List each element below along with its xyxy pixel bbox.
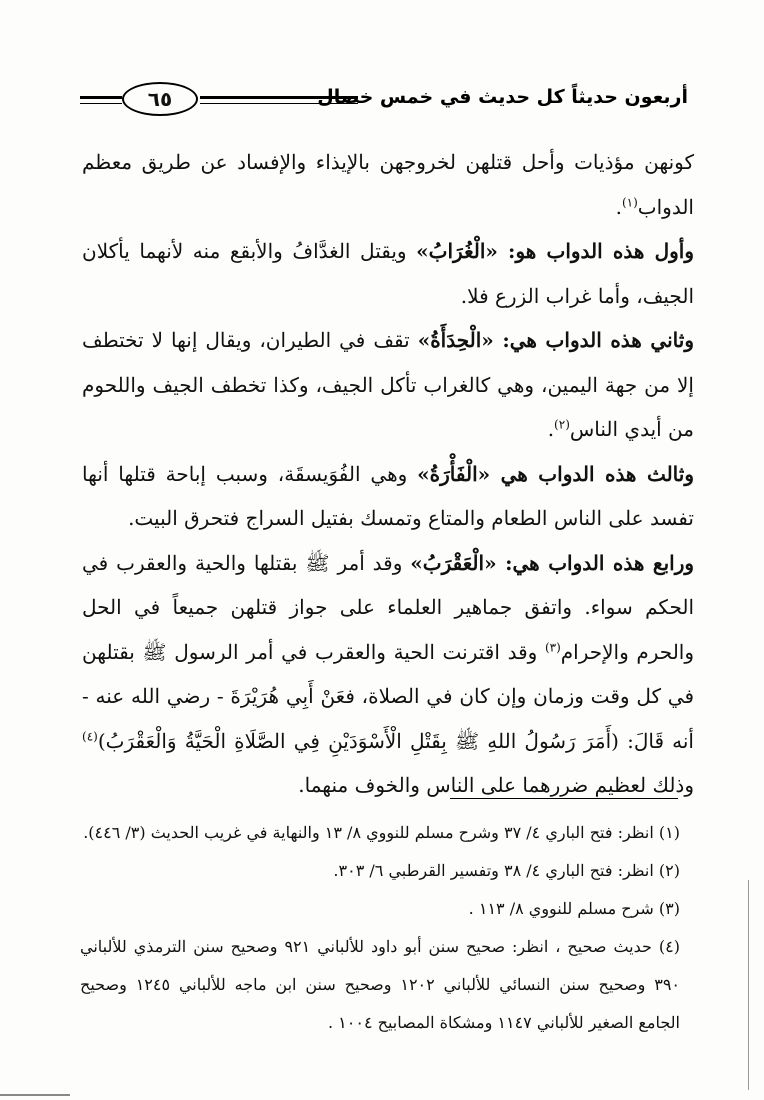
quoted-term: «الْحِدَأَةُ» <box>417 328 494 352</box>
paragraph-lead: وأول هذه الدواب هو: <box>497 239 694 263</box>
footnote: (٢) انظر: فتح الباري ٤/ ٣٨ وتفسير القرطبي ٦/ ٣٠٣. <box>333 861 680 880</box>
paragraph-lead: وثاني هذه الدواب هي: <box>493 328 694 352</box>
paragraph-text: وقد اقترنت الحية والعقرب في أمر الرسول ﷺ بقتلهن في كل وقت وزمان وإن كان في الصلاة، فعَنْ أَبِي هُرَيْرَةَ - رضي الله عنه - أنه قَالَ: (أَمَرَ رَسُولُ اللهِ ﷺ بِقَتْلِ الْأَسْوَدَيْنِ فِي الصَّلَاةِ الْحَيَّةُ وَالْعَقْرَبُ) <box>82 639 694 753</box>
scan-edge-bottom <box>0 1094 70 1096</box>
footnote-marker: (٤) <box>82 728 98 743</box>
paragraph-text: وذلك لعظيم ضررهما على الناس والخوف منهما. <box>298 773 694 797</box>
footnotes <box>80 814 680 1042</box>
quoted-term: «الْفَأْرَةُ» <box>417 461 491 486</box>
paragraph <box>82 140 694 229</box>
main-text <box>82 140 694 808</box>
paragraph-text: تقف في الطيران، ويقال إنها لا تختطف إلا من جهة اليمين، وهي كالغراب تأكل الجيف، وكذا تخطف الجيف واللحوم من أيدي الناس <box>82 328 694 441</box>
paragraph <box>82 541 694 808</box>
footnote-marker: (٣) <box>544 639 561 654</box>
footnote: (٤) حديث صحيح ، انظر: صحيح سنن أبو داود للألباني ٩٢١ وصحيح سنن الترمذي للألباني ٣٩٠ وصحيح سنن النسائي للألباني ١٢٠٢ وصحيح سنن ابن ماجه للألباني ١٢٤٥ وصحيح الجامع الصغير للألباني ١١٤٧ ومشكاة المصابيح ١٠٠٤ . <box>80 937 681 1032</box>
footnote-marker: (٢) <box>554 417 570 432</box>
paragraph-text: . <box>615 194 622 219</box>
footnote-marker: (١) <box>621 194 638 209</box>
paragraph-text: وهي الفُوَيسقَة، وسبب إباحة قتلها أنها تفسد على الناس الطعام والمتاع وتمسك بفتيل السراج فتحرق البيت. <box>82 461 694 530</box>
footnote: (١) انظر: فتح الباري ٤/ ٣٧ وشرح مسلم للنووي ٨/ ١٣ والنهاية في غريب الحديث (٣/ ٤٤٦). <box>83 823 680 842</box>
paragraph <box>82 452 694 541</box>
paragraph-text: كونهن مؤذيات وأحل قتلهن لخروجهن بالإيذاء والإفساد عن طريق معظم الدواب <box>82 150 694 219</box>
paragraph-lead: وثالث هذه الدواب هي <box>490 461 694 486</box>
header-rule-left <box>80 96 122 104</box>
running-header <box>80 82 688 120</box>
page-number: ٦٥ <box>122 82 198 116</box>
header-rule <box>200 96 358 104</box>
paragraph-lead: ورابع هذه الدواب هي: <box>496 550 695 575</box>
footnote-separator <box>450 798 678 799</box>
quoted-term: «الْعَقْرَبُ» <box>410 550 497 575</box>
paragraph <box>82 229 694 318</box>
paragraph-text: ويقتل الغدَّافُ والأبقع منه لأنهما يأكلان الجيف، وأما غراب الزرع فلا. <box>82 239 694 308</box>
paragraph <box>82 318 694 452</box>
scan-edge <box>748 880 749 1090</box>
paragraph-text: وقد أمر ﷺ بقتلها والحية والعقرب في الحكم سواء. واتفق جماهير العلماء على جواز قتلهن جميعاً في الحل والحرم والإحرام <box>82 550 695 664</box>
footnote: (٣) شرح مسلم للنووي ٨/ ١١٣ . <box>468 899 680 918</box>
running-title: أربعون حديثاً كل حديث في خمس خصال <box>317 86 688 108</box>
quoted-term: «الْغُرَابُ» <box>416 239 498 263</box>
paragraph-text: . <box>547 417 555 441</box>
